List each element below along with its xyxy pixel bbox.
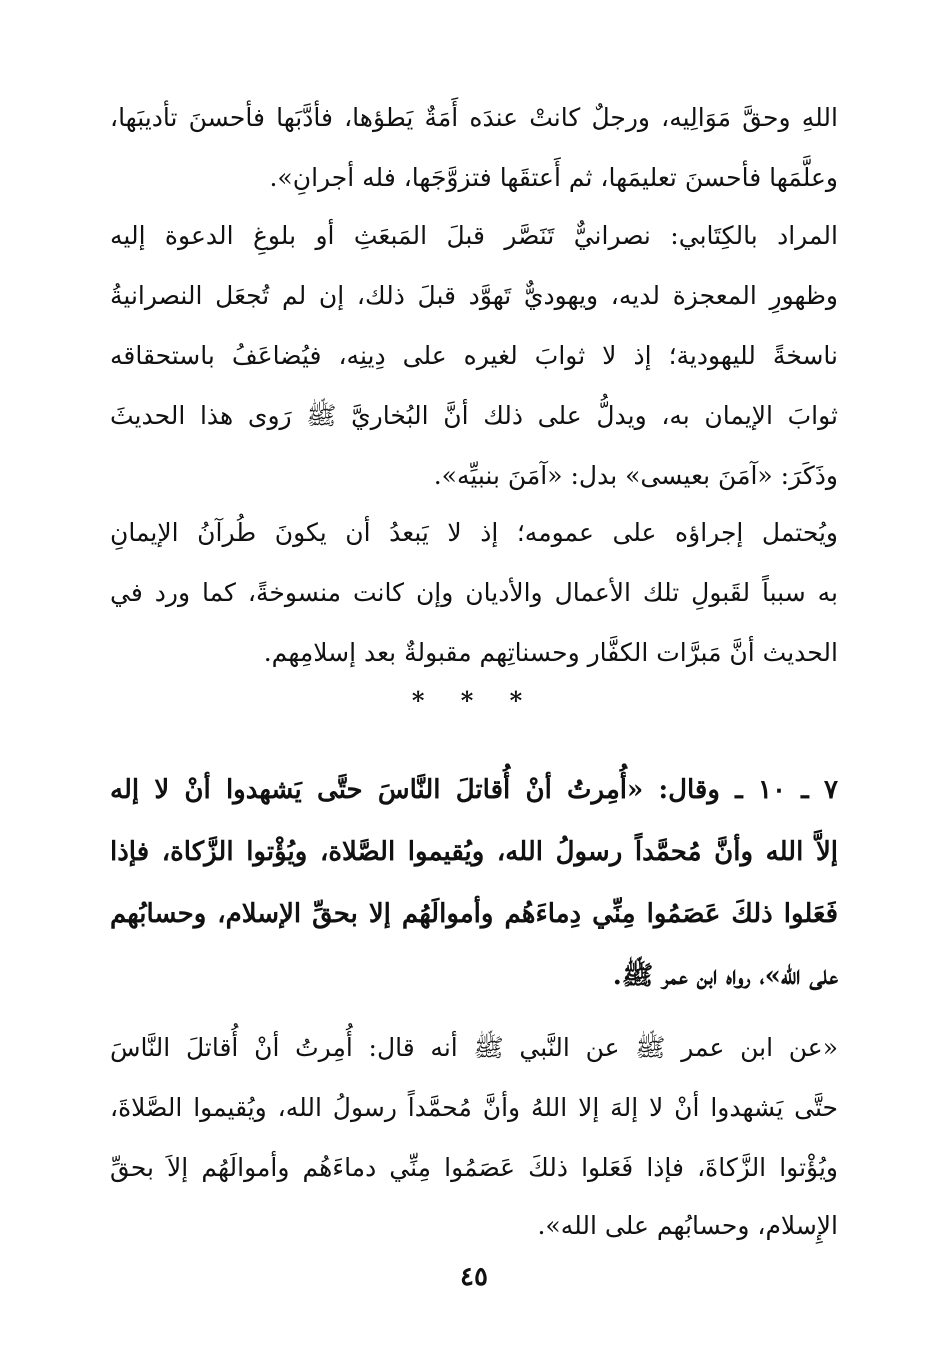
text-line: الإِسلام، وحسابُهم على الله».: [537, 1211, 838, 1240]
text-line: وظهورِ المعجزة لديه، ويهوديٌّ تَهوَّد قبلَ ذلك، إن لم تُجعَل النصرانيةُ: [110, 281, 838, 310]
text-line: ويُؤْتوا الزَّكاةَ، فإذا فَعَلوا ذلكَ عَصَمُوا مِنِّي دماءَهُم وأموالَهُم إلاَ بحقِّ: [110, 1153, 838, 1182]
page-number: ٤٥: [460, 1262, 488, 1292]
text-line: حتَّى يَشهدوا أنْ لا إلهَ إلا اللهُ وأنَّ مُحمَّداً رسولُ الله، ويُقيموا الصَّلاةَ،: [110, 1093, 838, 1122]
hadith-line: إلاَّ الله وأنَّ مُحمَّداً رسولُ الله، ويُقيموا الصَّلاة، ويُؤْتوا الزَّكاة، فإذا: [110, 837, 838, 867]
text-line: وذَكَرَ: «آمَنَ بعيسى» بدل: «آمَنَ بنبيِّه».: [433, 461, 838, 490]
text-line: اللهِ وحقَّ مَوَالِيه، ورجلٌ كانتْ عندَه أَمَةٌ يَطؤها، فأدَّبَها فأحسنَ تأديبَها،: [110, 103, 838, 132]
text-line: به سبباً لقَبولِ تلك الأعمال والأديان وإن كانت منسوخةً، كما ورد في: [110, 578, 838, 607]
text-line: ثوابَ الإيمان به، ويدلُّ على ذلك أنَّ البُخاريَّ ﷺ رَوى هذا الحديثَ: [110, 401, 838, 430]
text-line: ويُحتمل إجراؤه على عمومه؛ إذ لا يَبعدُ أن يكونَ طُرآنُ الإيمانِ: [110, 518, 838, 547]
hadith-line: ٧ ـ ١٠ ـ وقال: «أُمِرتُ أنْ أُقاتلَ النَّاسَ حتَّى يَشهدوا أنْ لا إله: [110, 775, 838, 805]
text-line: الحديث أنَّ مَبرَّات الكفَّار وحسناتِهم مقبولةٌ بعد إسلامِهم.: [263, 638, 838, 667]
text-line: وعلَّمَها فأحسنَ تعليمَها، ثم أَعتقَها فتزوَّجَها، فله أجرانِ».: [269, 163, 838, 192]
text-line: المراد بالكِتَابي: نصرانيٌّ تَنَصَّر قبلَ المَبعَثِ أو بلوغِ الدعوة إليه: [110, 221, 838, 250]
section-separator: * * *: [411, 686, 537, 715]
text-line: «عن ابن عمر ﷺ عن النَّبي ﷺ أنه قال: أُمِرتُ أنْ أُقاتلَ النَّاسَ: [110, 1033, 838, 1062]
hadith-line: فَعَلوا ذلكَ عَصَمُوا مِنِّي دِماءَهُم وأموالَهُم إلا بحقِّ الإسلام، وحسابُهم: [110, 899, 838, 929]
hadith-line: على الله»، رواه ابن عمر ﷺ.: [612, 961, 838, 991]
text-line: ناسخةً لليهودية؛ إذ لا ثوابَ لغيره على دِينِه، فيُضاعَفُ باستحقاقه: [110, 341, 838, 370]
